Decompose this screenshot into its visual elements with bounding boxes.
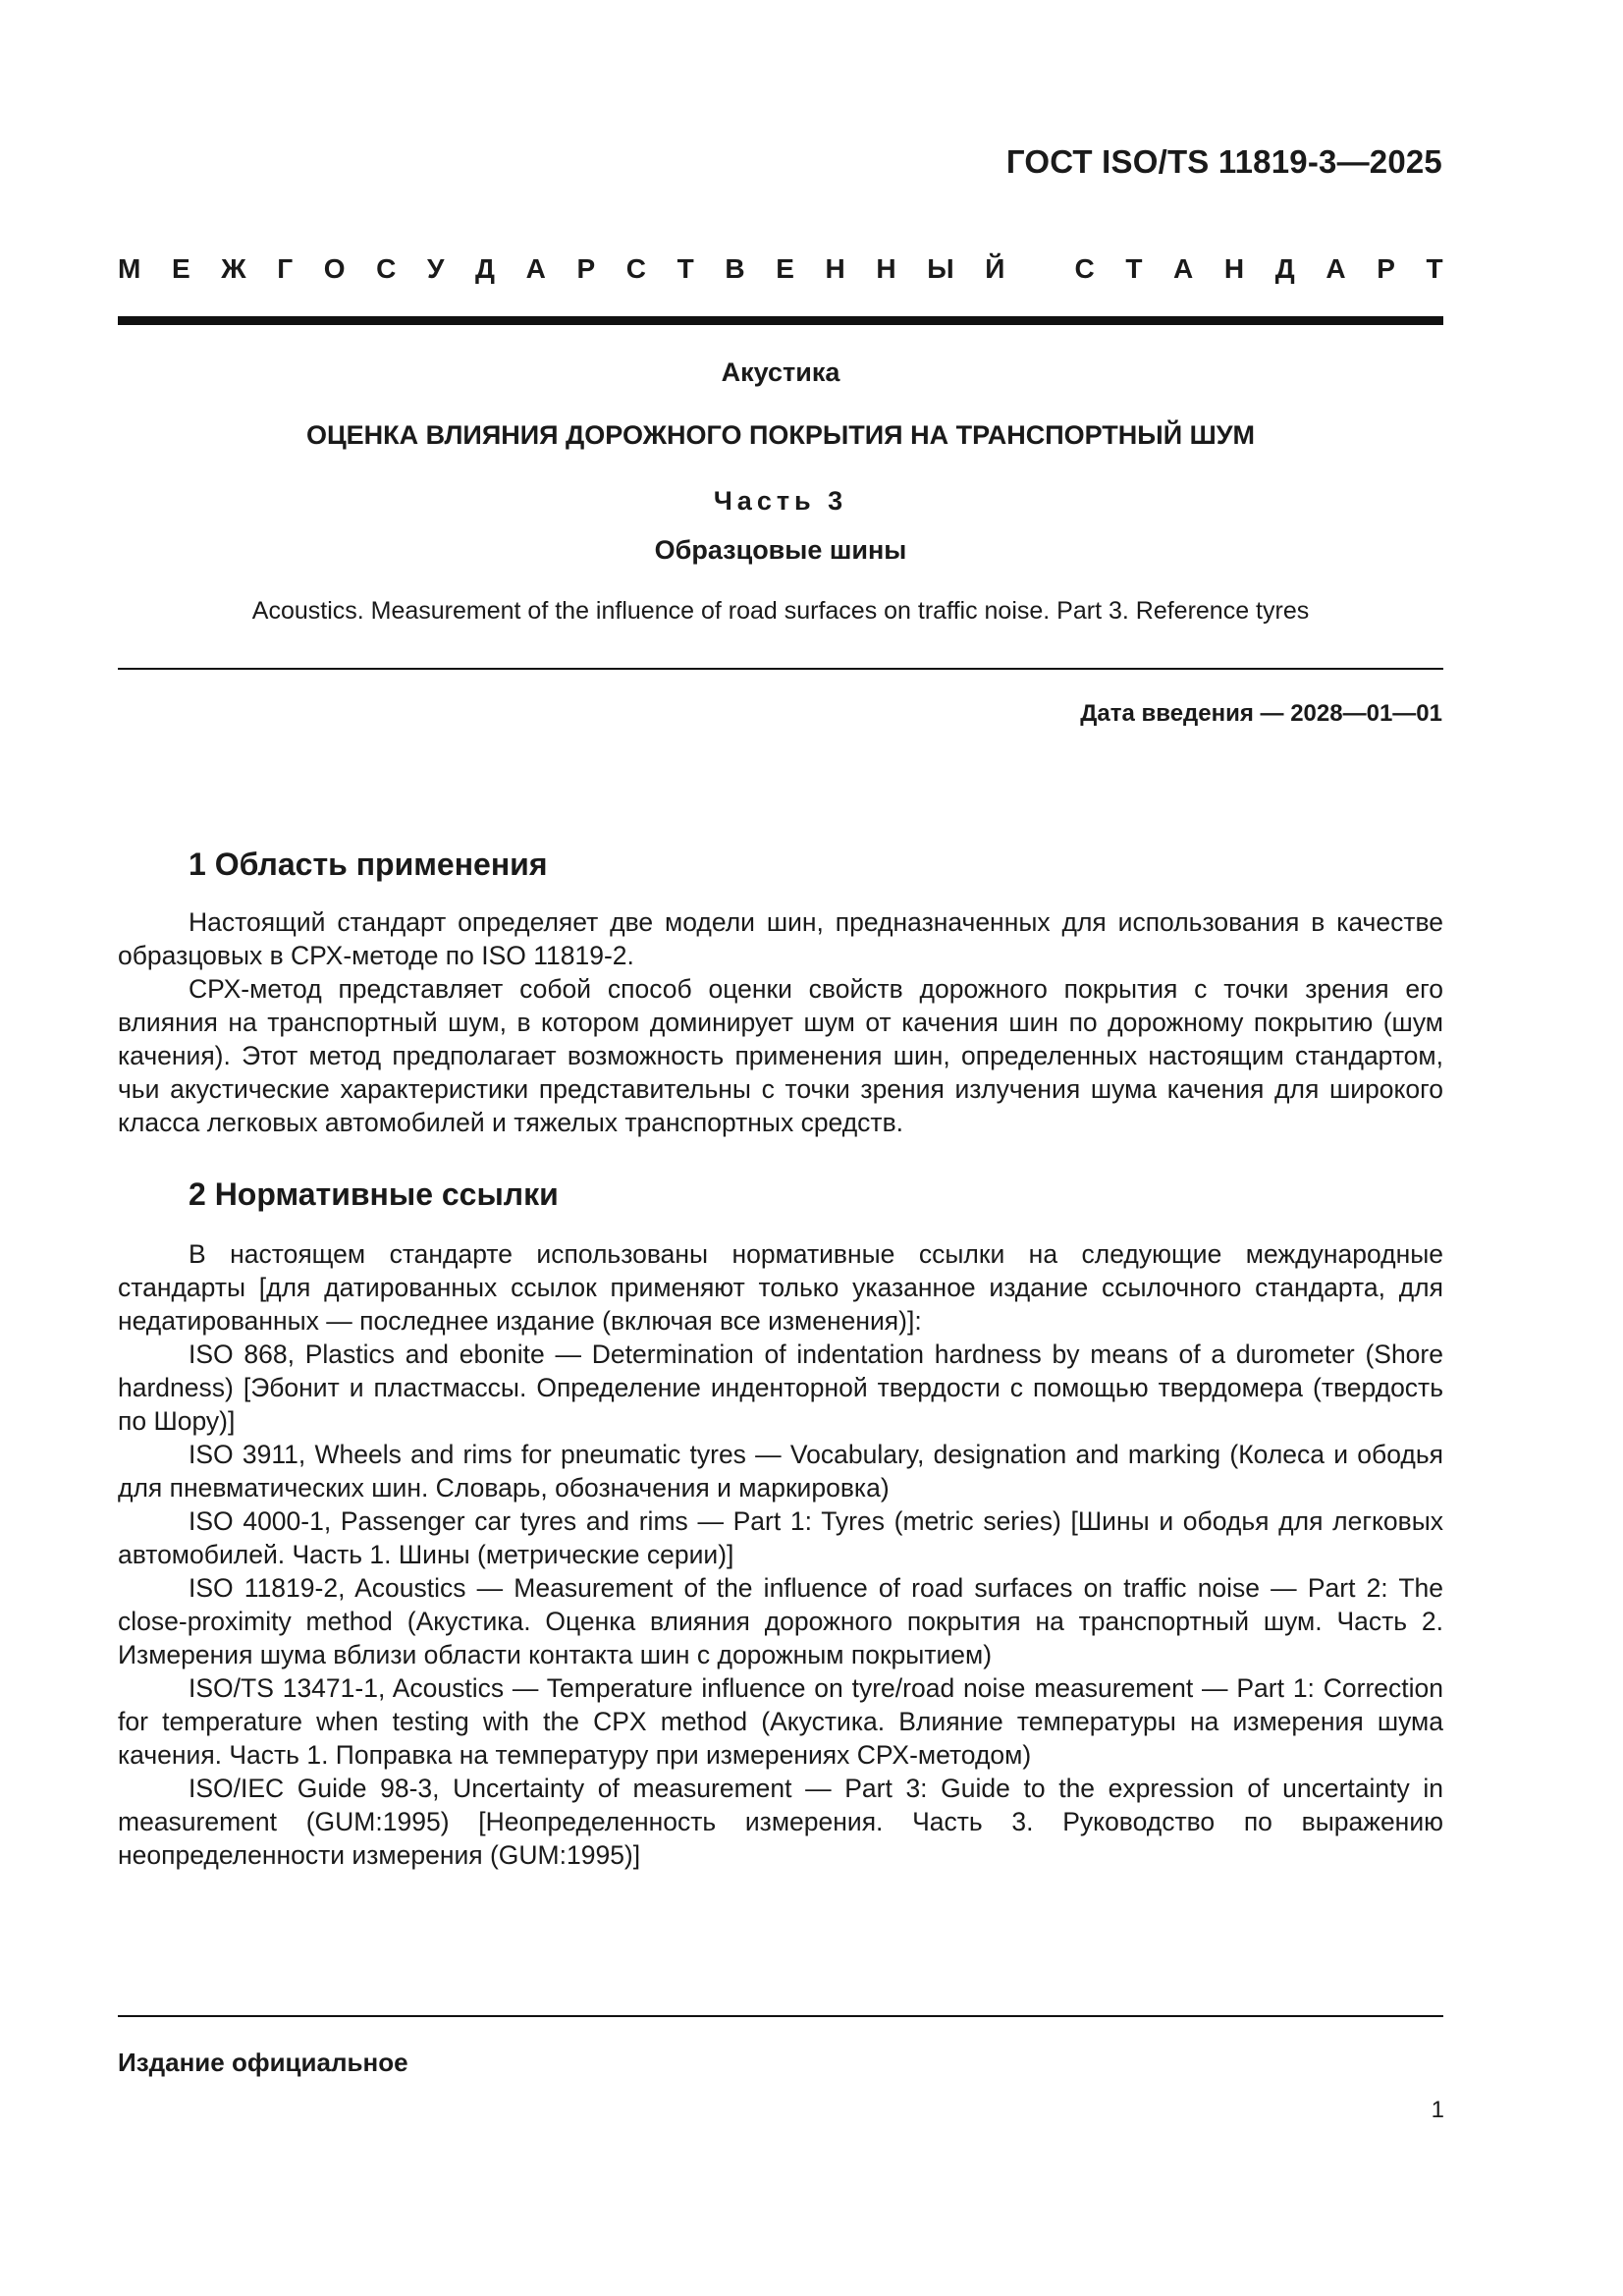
interstate-standard-heading [118,253,1443,285]
reference-entry: ISO 868, Plastics and ebonite — Determination of indentation hardness by means of a durometer (Shore hardness) [Эбонит и пластмассы. Определение инденторной твердости с помощью твердомера (твердость по Шору)] [118,1339,1443,1436]
header-rule [118,316,1443,325]
heading-letter: В [725,253,745,284]
heading-letter: Н [876,253,896,284]
heading-letter: Р [1377,253,1395,284]
document-subtitle: Образцовые шины [654,535,907,565]
document-body [118,845,1443,1872]
heading-letter: Е [171,253,190,284]
official-edition-label: Издание официальное [118,2048,408,2077]
heading-letter: Т [1426,253,1443,284]
heading-letter: О [323,253,346,284]
heading-letter: Ж [221,253,246,284]
english-title: Acoustics. Measurement of the influence of road surfaces on traffic noise. Part 3. Reference tyres [251,597,1310,625]
heading-letter: А [1173,253,1194,284]
title-block-rule [118,668,1443,670]
heading-letter: Г [277,253,294,284]
section-1-paragraph: СРХ-метод представляет собой способ оценки свойств дорожного покрытия с точки зрения его влияния на транспортный шум, в котором доминирует шум от качения шин по дорожному покрытию (шум качения). Этот метод предполагает возможность применения шин, определенных настоящим стандартом, чьи акустические характеристики представительны с точки зрения излучения шума качения для широкого класса легковых автомобилей и тяжелых транспортных средств. [118,974,1443,1137]
section-2-heading: 2 Нормативные ссылки [189,1176,559,1212]
heading-letter: Р [576,253,596,284]
document-title: ОЦЕНКА ВЛИЯНИЯ ДОРОЖНОГО ПОКРЫТИЯ НА ТРАНСПОРТНЫЙ ШУМ [305,420,1256,450]
section-2-paragraph: В настоящем стандарте использованы нормативные ссылки на следующие международные стандарты [для датированных ссылок применяют только указанное издание ссылочного стандарта, для недатированных — последнее издание (включая все изменения)]: [118,1239,1443,1336]
heading-letter: А [525,253,546,284]
heading-letter: С [376,253,397,284]
heading-letter: У [426,253,445,284]
heading-letter: Н [1223,253,1245,284]
heading-letter: Д [475,253,495,284]
footer-rule [118,2015,1443,2017]
heading-letter: М [118,253,141,284]
heading-letter [1036,253,1044,285]
heading-letter: Д [1274,253,1295,284]
subject-heading: Акустика [721,357,840,387]
section-1-paragraph: Настоящий стандарт определяет две модели шин, предназначенных для использования в качестве образцовых в СРХ-методе по ISO 11819-2. [118,907,1443,970]
document-designation: ГОСТ ISO/TS 11819-3—2025 [1005,143,1442,180]
part-number: Часть 3 [713,486,848,516]
heading-letter: Н [825,253,845,284]
heading-letter: Т [676,253,694,284]
reference-entry: ISO 4000-1, Passenger car tyres and rims — Part 1: Tyres (metric series) [Шины и ободья для легковых автомобилей. Часть 1. Шины (метрические серии)] [118,1506,1443,1569]
heading-letter: Й [985,253,1005,284]
heading-letter: А [1325,253,1346,284]
reference-entry: ISO/TS 13471-1, Acoustics — Temperature influence on tyre/road noise measurement — Part 1: Correction for temperature when testing with the CPX method (Акустика. Влияние температуры на измерения шума качения. Часть 1. Поправка на температуру при измерениях СРХ-методом) [118,1673,1443,1770]
heading-letter: Е [776,253,794,284]
reference-entry: ISO 11819-2, Acoustics — Measurement of the influence of road surfaces on traffic noise — Part 2: The close-proximity method (Акустика. Оценка влияния дорожного покрытия на транспортный шум. Часть 2. Измерения шума вблизи области контакта шин с дорожным покрытием) [118,1573,1443,1669]
heading-letter: С [1074,253,1095,284]
page-number: 1 [1431,2097,1444,2123]
reference-entry: ISO 3911, Wheels and rims for pneumatic tyres — Vocabulary, designation and marking (Колеса и ободья для пневматических шин. Словарь, обозначения и маркировка) [118,1440,1443,1503]
section-1-heading: 1 Область применения [189,847,548,882]
heading-letter: С [625,253,646,284]
reference-entry: ISO/IEC Guide 98-3, Uncertainty of measurement — Part 3: Guide to the expression of uncertainty in measurement (GUM:1995) [Неопределенность измерения. Часть 3. Руководство по выражению неопределенности измерения (GUM:1995)] [118,1774,1443,1870]
heading-letter: Т [1125,253,1143,284]
introduction-date: Дата введения — 2028—01—01 [1080,700,1442,727]
heading-letter: Ы [927,253,954,284]
